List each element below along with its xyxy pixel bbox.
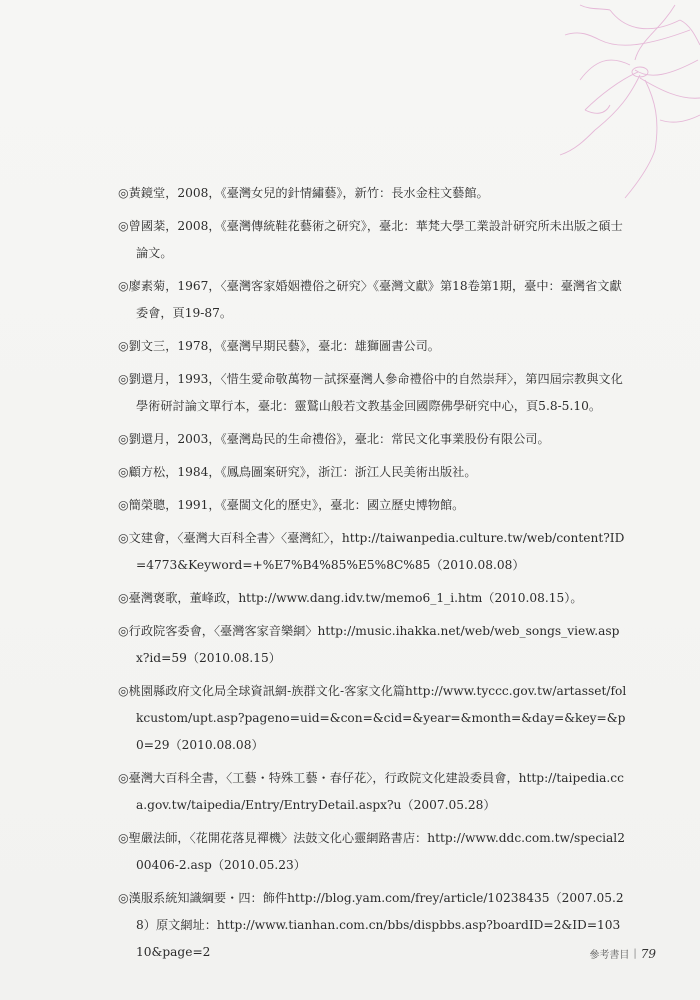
- reference-item-9: [118, 525, 628, 579]
- bullet-icon: ◎: [118, 831, 129, 845]
- reference-text: 劉還月，2003，《臺灣島民的生命禮俗》，臺北：常民文化事業股份有限公司。: [128, 432, 550, 446]
- reference-text: 漢服系統知識綱要・四：飾件http://blog.yam.com/frey/article/10238435（2007.05.28）原文網址：http://www.tianhan.com.cn/bbs/dispbbs.asp?boardID=2&ID=10310&page=2: [128, 891, 624, 959]
- flower-decoration-icon: [540, 0, 700, 200]
- reference-text: 簡榮聰，1991，《臺閩文化的歷史》，臺北：國立歷史博物館。: [128, 498, 465, 512]
- reference-list: [118, 180, 628, 972]
- reference-text: 聖嚴法師，〈花開花落見禪機〉法鼓文化心靈網路書店：http://www.ddc.com.tw/special200406-2.asp（2010.05.23）: [128, 831, 625, 872]
- reference-text: 劉文三，1978，《臺灣早期民藝》，臺北：雄獅圖書公司。: [128, 339, 440, 353]
- reference-text: 桃園縣政府文化局全球資訊網-族群文化-客家文化篇http://www.tyccc.gov.tw/artasset/folkcustom/upt.asp?pageno=uid=&con=&cid=&year=&month=&day=&key=&p0=29（2010.08.08）: [128, 684, 627, 752]
- reference-item-14: [118, 825, 628, 879]
- reference-text: 顧方松，1984，《鳳鳥圖案研究》，浙江：浙江人民美術出版社。: [128, 465, 477, 479]
- reference-item-2: [118, 213, 628, 267]
- reference-item-1: [118, 180, 628, 207]
- reference-item-7: [118, 459, 628, 486]
- bullet-icon: ◎: [118, 891, 129, 905]
- reference-item-15: [118, 885, 628, 966]
- reference-text: 劉還月，1993，〈惜生愛命敬萬物－試探臺灣人參命禮俗中的自然崇拜〉，第四屆宗教與文化學術研討論文單行本，臺北：靈鷲山般若文教基金回國際佛學研究中心，頁5.8-5.10。: [128, 372, 623, 413]
- bullet-icon: ◎: [118, 279, 129, 293]
- reference-text: 黃鏡堂，2008，《臺灣女兒的針情繡藝》，新竹：長水金柱文藝館。: [128, 186, 489, 200]
- bullet-icon: ◎: [118, 498, 129, 512]
- bullet-icon: ◎: [118, 591, 129, 605]
- bullet-icon: ◎: [118, 624, 129, 638]
- reference-item-11: [118, 618, 628, 672]
- reference-item-4: [118, 333, 628, 360]
- reference-item-5: [118, 366, 628, 420]
- reference-item-10: [118, 585, 628, 612]
- reference-text: 曾國棻，2008，《臺灣傳統鞋花藝術之研究》，臺北：華梵大學工業設計研究所未出版之碩士論文。: [128, 219, 623, 260]
- reference-text: 臺灣大百科全書，〈工藝・特殊工藝・春仔花〉，行政院文化建設委員會，http://taipedia.cca.gov.tw/taipedia/Entry/EntryDetail.aspx?u（2007.05.28）: [128, 771, 624, 812]
- bullet-icon: ◎: [118, 339, 129, 353]
- reference-item-8: [118, 492, 628, 519]
- bullet-icon: ◎: [118, 186, 129, 200]
- reference-item-12: [118, 678, 628, 759]
- bullet-icon: ◎: [118, 372, 129, 386]
- page-number: 79: [640, 946, 656, 961]
- reference-text: 廖素菊，1967，〈臺灣客家婚姻禮俗之研究〉《臺灣文獻》第18卷第1期，臺中：臺灣省文獻委會，頁19-87。: [128, 279, 622, 320]
- reference-text: 臺灣褒歌，董峰政，http://www.dang.idv.tw/memo6_1_i.htm（2010.08.15）。: [128, 591, 583, 605]
- page-footer: [589, 946, 656, 961]
- reference-item-6: [118, 426, 628, 453]
- footer-section-label: 參考書目: [589, 950, 630, 961]
- bullet-icon: ◎: [118, 771, 129, 785]
- reference-text: 行政院客委會，〈臺灣客家音樂網〉http://music.ihakka.net/web/web_songs_view.aspx?id=59（2010.08.15）: [128, 624, 620, 665]
- bullet-icon: ◎: [118, 465, 129, 479]
- reference-text: 文建會，〈臺灣大百科全書〉〈臺灣紅〉，http://taiwanpedia.culture.tw/web/content?ID=4773&Keyword=+%E7%B4%85%E5%8C%85（2010.08.08）: [128, 531, 625, 572]
- bullet-icon: ◎: [118, 684, 129, 698]
- bullet-icon: ◎: [118, 432, 129, 446]
- reference-item-3: [118, 273, 628, 327]
- bullet-icon: ◎: [118, 219, 129, 233]
- bullet-icon: ◎: [118, 531, 129, 545]
- reference-item-13: [118, 765, 628, 819]
- footer-separator: |: [633, 948, 637, 959]
